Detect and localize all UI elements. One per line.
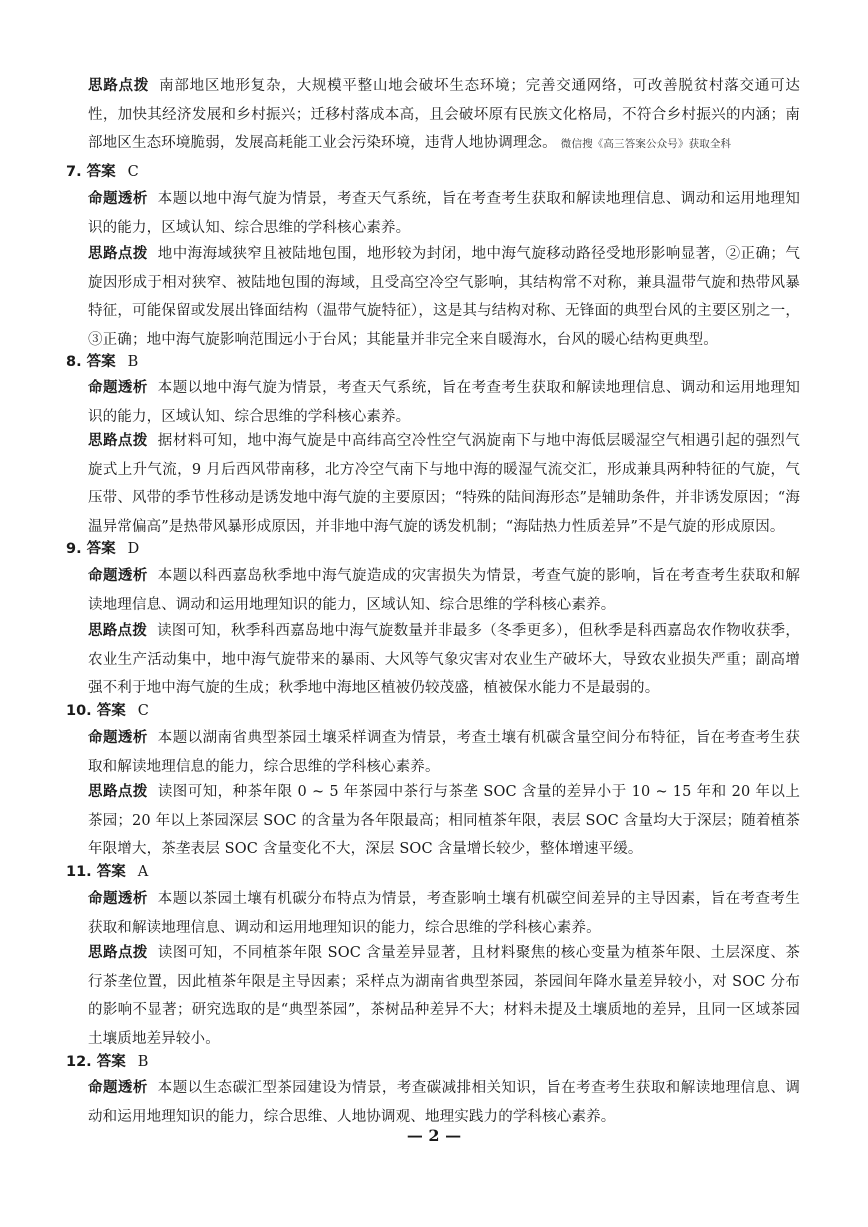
q12-analysis-text: 本题以生态碳汇型茶园建设为情景，考查碳减排相关知识，旨在考查考生获取和解读地理信息、调动和运用地理知识的能力，综合思维、人地协调观、地理实践力的学科核心素养。 bbox=[88, 1080, 800, 1125]
q7-analysis-text: 本题以地中海气旋为情景，考查天气系统，旨在考查考生获取和解读地理信息、调动和运用地理知识的能力，区域认知、综合思维的学科核心素养。 bbox=[88, 191, 800, 236]
q10-answer: C bbox=[137, 703, 149, 719]
q8-answer: B bbox=[127, 354, 139, 370]
q10-number: 10. 答案 bbox=[66, 703, 126, 719]
q9-analysis bbox=[88, 562, 800, 619]
q12-answer-line bbox=[66, 1048, 148, 1076]
q8-tip bbox=[88, 427, 800, 541]
q10-answer-line bbox=[66, 697, 149, 725]
q9-tip bbox=[88, 617, 800, 703]
q8-analysis bbox=[88, 374, 800, 431]
q9-tip-label: 思路点拨 bbox=[88, 623, 148, 639]
q9-number: 9. 答案 bbox=[66, 541, 116, 557]
tip-text: 南部地区地形复杂，大规模平整山地会破坏生态环境；完善交通网络，可改善脱贫村落交通可达性，加快其经济发展和乡村振兴；迁移村落成本高，且会破坏原有民族文化格局，不符合乡村振兴的内涵；南部地区生态环境脆弱，发展高耗能工业会污染环境，违背人地协调理念。 bbox=[88, 78, 801, 151]
q11-analysis-text: 本题以茶园土壤有机碳分布特点为情景，考查影响土壤有机碳空间差异的主导因素，旨在考查考生获取和解读地理信息、调动和运用地理知识的能力，综合思维的学科核心素养。 bbox=[88, 891, 800, 936]
q11-answer-line bbox=[66, 858, 148, 886]
q8-number: 8. 答案 bbox=[66, 354, 116, 370]
q12-analysis-label: 命题透析 bbox=[88, 1080, 148, 1096]
q9-answer: D bbox=[127, 541, 140, 557]
q7-answer-line bbox=[66, 158, 139, 186]
q10-tip-label: 思路点拨 bbox=[88, 784, 148, 800]
q9-tip-text: 读图可知，秋季科西嘉岛地中海气旋数量并非最多（冬季更多），但秋季是科西嘉岛农作物收获季，农业生产活动集中，地中海气旋带来的暴雨、大风等气象灾害对农业生产破坏大，导致农业损失严重；副高增强不利于地中海气旋的生成；秋季地中海地区植被仍较茂盛，植被保水能力不是最弱的。 bbox=[88, 623, 800, 696]
q10-analysis bbox=[88, 724, 800, 781]
q10-tip-text: 读图可知，种茶年限 0 ~ 5 年茶园中茶行与茶垄 SOC 含量的差异小于 10 ~ 15 年和 20 年以上茶园；20 年以上茶园深层 SOC 的含量为各年限最高；相同植茶年限，表层 SOC 含量均大于深层；随着植茶年限增大，茶垄表层 SOC 含量变化不大，深层 SOC 含量增长较少，整体增速平缓。 bbox=[88, 784, 800, 857]
q11-number: 11. 答案 bbox=[66, 864, 126, 880]
q11-analysis bbox=[88, 885, 800, 942]
tip-label: 思路点拨 bbox=[88, 78, 150, 94]
q7-tip-label: 思路点拨 bbox=[88, 246, 148, 262]
q9-analysis-text: 本题以科西嘉岛秋季地中海气旋造成的灾害损失为情景，考查气旋的影响，旨在考查考生获取和解读地理信息、调动和运用地理知识的能力，区域认知、综合思维的学科核心素养。 bbox=[88, 568, 800, 613]
q8-analysis-label: 命题透析 bbox=[88, 380, 148, 396]
q8-answer-line bbox=[66, 348, 138, 376]
q10-analysis-text: 本题以湖南省典型茶园土壤采样调查为情景，考查土壤有机碳含量空间分布特征，旨在考查考生获取和解读地理信息的能力，综合思维的学科核心素养。 bbox=[88, 730, 800, 775]
q8-tip-label: 思路点拨 bbox=[88, 433, 148, 449]
q11-tip-label: 思路点拨 bbox=[88, 945, 148, 961]
q7-analysis-label: 命题透析 bbox=[88, 191, 148, 207]
q11-tip-text: 读图可知，不同植茶年限 SOC 含量差异显著，且材料聚焦的核心变量为植茶年限、土层深度、茶行茶垄位置，因此植茶年限是主导因素；采样点为湖南省典型茶园，茶园间年降水量差异较小，对 SOC 分布的影响不显著；研究选取的是“典型茶园”，茶树品种差异不大；材料未提及土壤质地的差异，且同一区域茶园土壤质地差异较小。 bbox=[88, 945, 800, 1047]
q12-answer: B bbox=[137, 1054, 149, 1070]
page-number: — 2 — bbox=[406, 1126, 462, 1145]
q10-tip bbox=[88, 778, 800, 864]
promo-note: 微信搜《高三答案公众号》获取全科 bbox=[560, 138, 732, 150]
q10-analysis-label: 命题透析 bbox=[88, 730, 148, 746]
q12-number: 12. 答案 bbox=[66, 1054, 126, 1070]
q7-tip-text: 地中海海域狭窄且被陆地包围，地形较为封闭，地中海气旋移动路径受地形影响显著，②正确；气旋因形成于相对狭窄、被陆地包围的海域，且受高空冷空气影响，其结构常不对称，兼具温带气旋和热带风暴特征，可能保留或发展出锋面结构（温带气旋特征），这是其与结构对称、无锋面的典型台风的主要区别之一，③正确；地中海气旋影响范围远小于台风；其能量并非完全来自暖海水，台风的暖心结构更典型。 bbox=[88, 246, 800, 348]
q11-tip bbox=[88, 939, 800, 1053]
q12-analysis bbox=[88, 1074, 800, 1131]
q7-analysis bbox=[88, 185, 800, 242]
q9-answer-line bbox=[66, 535, 139, 563]
q7-number: 7. 答案 bbox=[66, 164, 116, 180]
q8-analysis-text: 本题以地中海气旋为情景，考查天气系统，旨在考查考生获取和解读地理信息、调动和运用地理知识的能力，区域认知、综合思维的学科核心素养。 bbox=[88, 380, 800, 425]
q8-tip-text: 据材料可知，地中海气旋是中高纬高空冷性空气涡旋南下与地中海低层暖湿空气相遇引起的强烈气旋式上升气流，9 月后西风带南移，北方冷空气南下与地中海的暖湿气流交汇，形成兼具两种特征的气旋，气压带、风带的季节性移动是诱发地中海气旋的主要原因；“特殊的陆间海形态”是辅助条件，并非诱发原因；“海温异常偏高”是热带风暴形成原因，并非地中海气旋的诱发机制；“海陆热力性质差异”不是气旋的形成原因。 bbox=[88, 433, 800, 535]
q9-analysis-label: 命题透析 bbox=[88, 568, 148, 584]
q11-analysis-label: 命题透析 bbox=[88, 891, 148, 907]
q11-answer: A bbox=[137, 864, 149, 880]
q7-tip bbox=[88, 240, 800, 354]
intro-tip bbox=[88, 72, 800, 159]
q7-answer: C bbox=[127, 164, 139, 180]
